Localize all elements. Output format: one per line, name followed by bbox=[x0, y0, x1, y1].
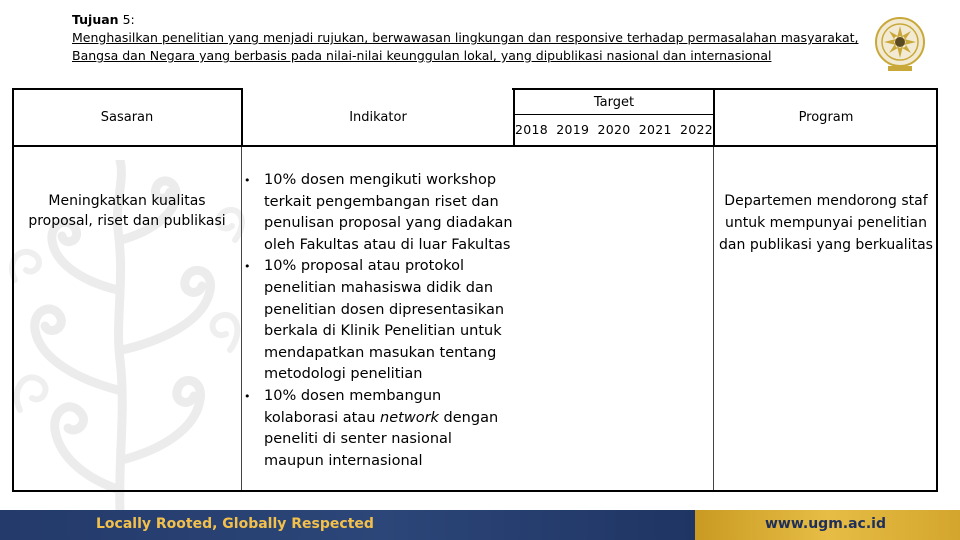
sasaran-line: proposal, riset dan publikasi bbox=[28, 213, 226, 229]
indicator-line: 10% proposal atau protokol bbox=[264, 258, 465, 275]
indicator-item bbox=[244, 170, 522, 256]
indicator-line: metodologi penelitian bbox=[264, 366, 423, 383]
indicator-text: kolaborasi atau bbox=[264, 409, 381, 426]
year-2020: 2020 bbox=[597, 122, 631, 137]
indicator-line: 10% dosen membangun bbox=[264, 387, 442, 404]
table-border bbox=[936, 88, 938, 492]
indicator-text: dengan bbox=[438, 409, 499, 426]
program-cell bbox=[714, 190, 938, 256]
goal-number: 5: bbox=[122, 12, 135, 27]
indicator-line bbox=[264, 408, 522, 430]
program-line: dan publikasi yang berkualitas bbox=[719, 237, 933, 253]
indicator-italic: network bbox=[380, 409, 439, 426]
sasaran-cell bbox=[12, 191, 242, 231]
year-2018: 2018 bbox=[515, 122, 549, 137]
indicator-line: peneliti di senter nasional bbox=[264, 431, 452, 448]
program-line: Departemen mendorong staf bbox=[724, 193, 928, 209]
goal-label: Tujuan bbox=[72, 12, 119, 27]
indicator-line: penelitian dosen dipresentasikan bbox=[264, 301, 505, 318]
footer-url[interactable]: www.ugm.ac.id bbox=[764, 516, 886, 532]
header-target: Target bbox=[593, 94, 635, 110]
indicator-line: berkala di Klinik Penelitian untuk bbox=[264, 323, 502, 340]
goal-line-1: Menghasilkan penelitian yang menjadi rujukan, berwawasan lingkungan dan responsive terhadap permasalahan masyarakat, bbox=[72, 30, 859, 45]
indicator-line: 10% dosen mengikuti workshop bbox=[264, 172, 497, 188]
table-border bbox=[12, 88, 14, 492]
indicator-line: maupun internasional bbox=[264, 452, 423, 469]
indicator-item bbox=[244, 256, 522, 386]
indicator-list bbox=[244, 170, 522, 472]
indicator-line: terkait pengembangan riset dan bbox=[264, 193, 499, 210]
year-2019: 2019 bbox=[556, 122, 590, 137]
target-years bbox=[515, 122, 713, 137]
header-sasaran: Sasaran bbox=[100, 109, 154, 125]
bullet: • bbox=[244, 260, 251, 274]
indicator-line: mendapatkan masukan tentang bbox=[264, 344, 497, 361]
indicator-line: penelitian mahasiswa didik dan bbox=[264, 279, 494, 296]
ugm-seal-icon bbox=[874, 14, 926, 74]
indicator-line: penulisan proposal yang diadakan bbox=[264, 215, 513, 232]
bullet: • bbox=[244, 389, 251, 403]
indicator-item bbox=[244, 386, 522, 472]
header-program: Program bbox=[798, 109, 854, 125]
bullet: • bbox=[244, 174, 251, 187]
footer-slogan: Locally Rooted, Globally Respected bbox=[96, 516, 374, 532]
slide-header bbox=[72, 11, 872, 65]
sasaran-line: Meningkatkan kualitas bbox=[48, 193, 206, 209]
goal-line-2: Bangsa dan Negara yang berbasis pada nilai-nilai keunggulan lokal, yang dipublikasi nasional dan internasional bbox=[72, 48, 772, 63]
year-2022: 2022 bbox=[679, 122, 713, 137]
indicator-line: oleh Fakultas atau di luar Fakultas bbox=[264, 236, 511, 253]
footer-bar bbox=[0, 510, 960, 540]
header-indikator: Indikator bbox=[349, 109, 407, 125]
table-border bbox=[12, 490, 938, 492]
program-line: untuk mempunyai penelitian bbox=[725, 215, 927, 231]
year-2021: 2021 bbox=[638, 122, 672, 137]
target-table bbox=[12, 88, 938, 492]
